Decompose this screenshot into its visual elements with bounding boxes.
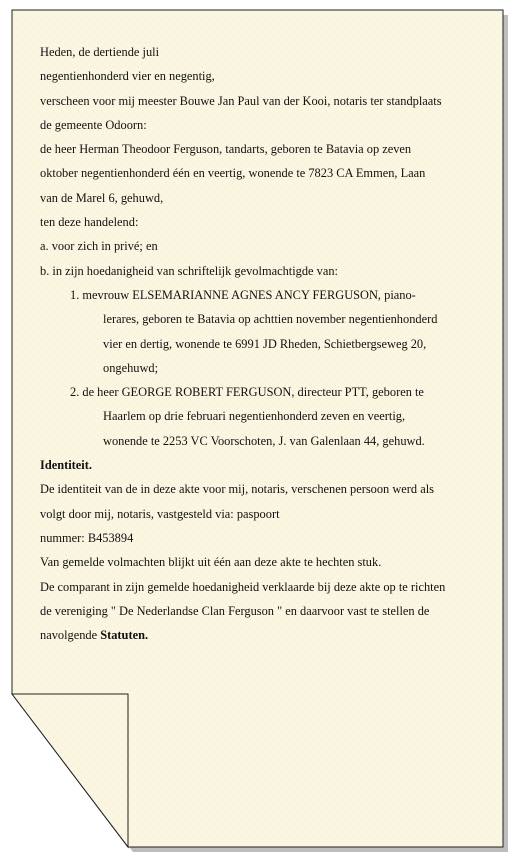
text-line-principal-2-address: wonende te 2253 VC Voorschoten, J. van Galenlaan 44, gehuwd. [103,433,425,448]
statutes-prefix: navolgende [40,628,101,643]
text-line-appearer-address: van de Marel 6, gehuwd, [40,190,164,205]
statutes-heading: Statuten. [100,628,149,643]
text-line-power-of-attorney: Van gemelde volmachten blijkt uit één aan deze akte te hechten stuk. [40,555,382,570]
text-line-identity: De identiteit van de in deze akte voor mij, notaris, verschenen persoon werd als [40,482,434,497]
text-line-appearer: de heer Herman Theodoor Ferguson, tandarts, geboren te Batavia op zeven [40,142,412,157]
text-line-declaration: De comparant in zijn gemelde hoedanigheid verklaarde bij deze akte op te richten [40,579,446,594]
text-line-passport-number: nummer: B453894 [40,530,134,545]
text-line-principal-1: 1. mevrouw ELSEMARIANNE AGNES ANCY FERGUSON, piano- [70,287,416,302]
text-line-item-b: b. in zijn hoedanigheid van schriftelijk gevolmachtigde van: [40,263,338,278]
text-line-principal-2-cont: Haarlem op drie februari negentienhonderd zeven en veertig, [103,409,406,424]
text-line-passport: volgt door mij, notaris, vastgesteld via: paspoort [40,506,280,521]
text-line-principal-1-address: vier en dertig, wonende te 6991 JD Rheden, Schietbergseweg 20, [103,336,427,351]
text-line-association: de vereniging " De Nederlandse Clan Ferguson " en daarvoor vast te stellen de [40,603,430,618]
text-line-acting: ten deze handelend: [40,215,139,230]
text-line-municipality: de gemeente Odoorn: [40,117,147,132]
text-line-statutes [40,623,480,647]
text-line-item-a: a. voor zich in privé; en [40,239,158,254]
text-line-principal-1-cont: lerares, geboren te Batavia op achttien november negentienhonderd [103,312,438,327]
text-line-notary: verscheen voor mij meester Bouwe Jan Paul van der Kooi, notaris ter standplaats [40,93,442,108]
deed-text [40,40,480,647]
text-line-principal-2: 2. de heer GEORGE ROBERT FERGUSON, directeur PTT, geboren te [70,385,424,400]
text-line-date: Heden, de dertiende juli [40,45,160,59]
page-fold-flap [12,694,128,847]
text-line-principal-1-status: ongehuwd; [103,360,159,375]
text-line-appearer-birth: oktober negentienhonderd één en veertig, wonende te 7823 CA Emmen, Laan [40,166,426,181]
text-line-year: negentienhonderd vier en negentig, [40,69,215,84]
section-heading-identity: Identiteit. [40,458,92,473]
